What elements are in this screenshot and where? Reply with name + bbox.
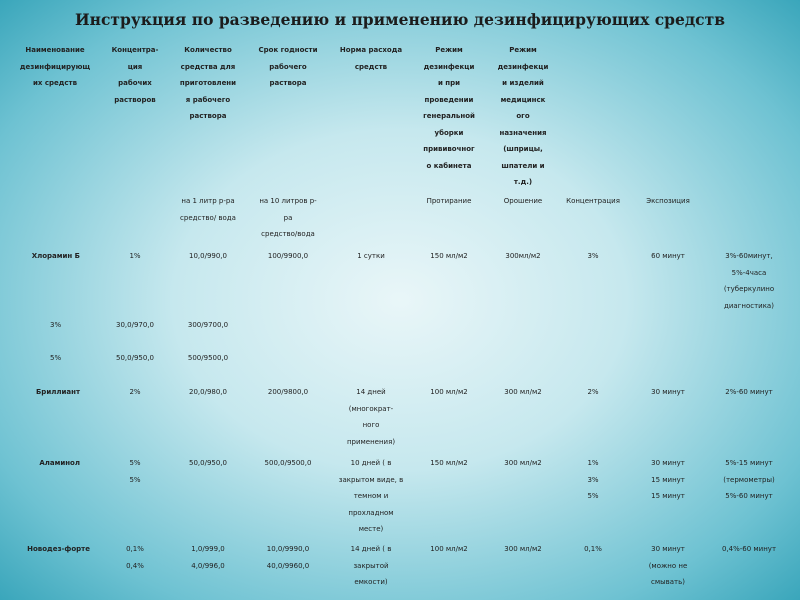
header-name: Наименование дезинфицирующ их средств bbox=[19, 46, 91, 87]
cell-per-10l: 10,0/9990,0 40,0/9960,0 bbox=[266, 545, 310, 570]
cell-per-1l: 30,0/970,0 bbox=[116, 321, 154, 329]
subheader-concentration: Концентрация bbox=[566, 197, 620, 205]
cell-irrigation: 300мл/м2 bbox=[505, 252, 541, 260]
cell-per-1l: 10,0/990,0 bbox=[189, 252, 227, 260]
cell-medical-exposure: 30 минут 15 минут 15 минут bbox=[651, 459, 685, 500]
subheader-wiping: Протирание bbox=[426, 197, 472, 205]
cell-irrigation: 300 мл/м2 bbox=[504, 459, 542, 467]
cell-shelf-life: 10 дней ( в закрытом виде, в темном и прохладном месте) bbox=[338, 459, 404, 533]
cell-per-1l: 50,0/950,0 bbox=[189, 459, 227, 467]
cell-medical-exposure: 30 минут bbox=[651, 388, 685, 396]
cell-note: 2%-60 минут bbox=[725, 388, 773, 396]
cell-irrigation: 300 мл/м2 bbox=[504, 388, 542, 396]
subheader-per-1l: на 1 литр р-ра средство/ вода bbox=[180, 197, 236, 222]
subheader-irrigation: Орошение bbox=[503, 197, 543, 205]
cell-concentration: 1% bbox=[129, 252, 141, 260]
page-title: Инструкция по разведению и применению дезинфицирующих средств bbox=[74, 10, 725, 29]
subheader-per-10l: на 10 литров р- ра средство/вода bbox=[259, 197, 317, 238]
cell-per-10l: 500,0/9500,0 bbox=[264, 459, 312, 467]
cell-medical-exposure: 60 минут bbox=[651, 252, 685, 260]
cell-note: 0,4%-60 минут bbox=[721, 545, 777, 553]
cell-shelf-life: 14 дней ( в закрытой емкости) bbox=[350, 545, 392, 586]
header-medical-items: Режим дезинфекци и изделий медицинск ого назначения (шприцы, шпатели и т.д.) bbox=[497, 46, 549, 186]
cell-shelf-life: 1 сутки bbox=[357, 252, 385, 260]
cell-wiping: 100 мл/м2 bbox=[430, 388, 468, 396]
cell-note: 5%-15 минут (термометры) 5%-60 минут bbox=[723, 459, 775, 500]
cell-concentration: 5% bbox=[50, 354, 62, 362]
cell-irrigation: 300 мл/м2 bbox=[504, 545, 542, 553]
row-name-alaminol: Аламинол bbox=[39, 459, 80, 467]
row-name-chloramine: Хлорамин Б bbox=[31, 252, 80, 260]
cell-wiping: 100 мл/м2 bbox=[430, 545, 468, 553]
cell-shelf-life: 14 дней (многократ- ного применения) bbox=[346, 388, 396, 446]
cell-medical-concentration: 3% bbox=[587, 252, 599, 260]
cell-concentration: 3% bbox=[50, 321, 62, 329]
header-general-cleaning: Режим дезинфекци и при проведении генеральной уборки прививочног о кабинета bbox=[423, 46, 475, 170]
cell-note: 3%-60минут, 5%-4часа (туберкулино диагностика) bbox=[723, 252, 775, 310]
cell-wiping: 150 мл/м2 bbox=[430, 459, 468, 467]
cell-concentration: 2% bbox=[129, 388, 141, 396]
cell-per-1l: 1,0/999,0 4,0/996,0 bbox=[191, 545, 225, 570]
cell-per-10l: 300/9700,0 bbox=[187, 321, 229, 329]
cell-medical-concentration: 0,1% bbox=[584, 545, 602, 553]
header-shelf-life: Срок годности рабочего раствора bbox=[258, 46, 318, 87]
cell-concentration: 0,1% 0,4% bbox=[126, 545, 144, 570]
row-name-novodez: Новодез-форте bbox=[27, 545, 90, 553]
cell-per-1l: 20,0/980,0 bbox=[189, 388, 227, 396]
cell-medical-concentration: 2% bbox=[587, 388, 599, 396]
cell-medical-exposure: 30 минут (можно не смывать) bbox=[648, 545, 688, 586]
cell-per-10l: 100/9900,0 bbox=[267, 252, 309, 260]
cell-concentration: 5% 5% bbox=[129, 459, 141, 484]
header-concentration: Концентра- ция рабочих растворов bbox=[111, 46, 159, 104]
cell-per-1l: 50,0/950,0 bbox=[116, 354, 154, 362]
cell-per-10l: 500/9500,0 bbox=[187, 354, 229, 362]
cell-wiping: 150 мл/м2 bbox=[430, 252, 468, 260]
cell-per-10l: 200/9800,0 bbox=[267, 388, 309, 396]
header-quantity: Количество средства для приготовлени я рабочего раствора bbox=[179, 46, 237, 120]
row-name-brilliant: Бриллиант bbox=[35, 388, 80, 396]
subheader-exposure: Экспозиция bbox=[646, 197, 690, 205]
header-consumption: Норма расхода средств bbox=[339, 46, 403, 71]
cell-medical-concentration: 1% 3% 5% bbox=[587, 459, 599, 500]
